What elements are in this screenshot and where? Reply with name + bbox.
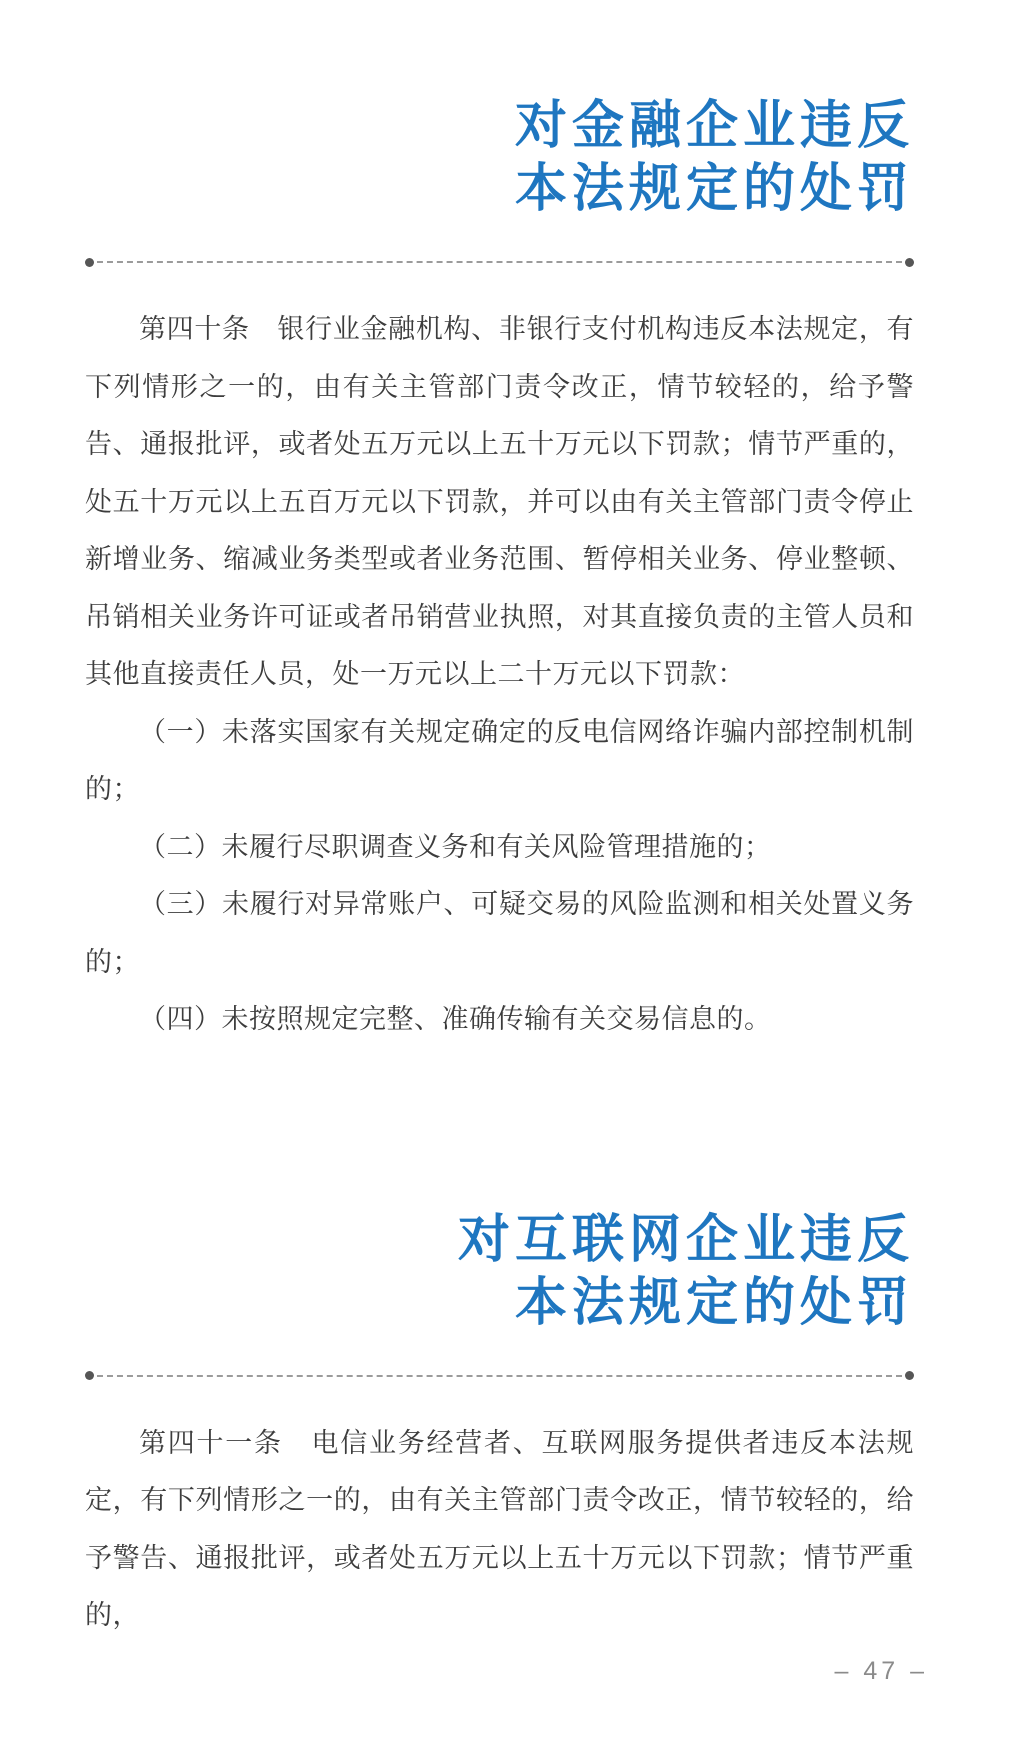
- separator-dot-left: [85, 258, 94, 267]
- heading-separator: [85, 257, 914, 267]
- article-40-item-4: （四）未按照规定完整、准确传输有关交易信息的。: [139, 1004, 772, 1034]
- heading-line-1: 对互联网企业违反: [457, 1210, 914, 1269]
- separator-dashed-line: [97, 261, 902, 263]
- separator-dashed-line: [97, 1375, 902, 1377]
- page-number: – 47 –: [834, 1657, 928, 1685]
- heading-line-1: 对金融企业违反: [514, 97, 914, 155]
- section-financial-penalties: [85, 95, 914, 1049]
- heading-line-2: 本法规定的处罚: [514, 1273, 914, 1332]
- separator-dot-right: [905, 258, 914, 267]
- article-40-item-1: （一）未落实国家有关规定确定的反电信网络诈骗内部控制机制的；: [85, 716, 914, 804]
- separator-dot-left: [85, 1371, 94, 1380]
- article-40-item-2: （二）未履行尽职调查义务和有关风险管理措施的；: [139, 831, 772, 862]
- article-40-paragraph: 第四十条 银行业金融机构、非银行支付机构违反本法规定，有下列情形之一的，由有关主管部门责令改正，情节较轻的，给予警告、通报批评，或者处五万元以上五十万元以下罚款；情节严重的，处五十万元以上五百万元以下罚款，并可以由有关主管部门责令停止新增业务、缩减业务类型或者业务范围、暂停相关业务、停业整顿、吊销相关业务许可证或者吊销营业执照，对其直接负责的主管人员和其他直接责任人员，处一万元以上二十万元以下罚款：: [85, 314, 914, 689]
- heading-line-2: 本法规定的处罚: [514, 160, 914, 218]
- section-heading: [85, 95, 914, 221]
- heading-separator: [85, 1371, 914, 1381]
- section-internet-penalties: [85, 1209, 914, 1645]
- article-41-body: [85, 1415, 914, 1645]
- article-40-item-3: （三）未履行对异常账户、可疑交易的风险监测和相关处置义务的；: [85, 889, 914, 977]
- section-heading: [85, 1209, 914, 1335]
- article-41-paragraph: 第四十一条 电信业务经营者、互联网服务提供者违反本法规定，有下列情形之一的，由有关主管部门责令改正，情节较轻的，给予警告、通报批评，或者处五万元以上五十万元以下罚款；情节严重的，: [85, 1427, 914, 1630]
- separator-dot-right: [905, 1371, 914, 1380]
- article-40-body: [85, 301, 914, 1049]
